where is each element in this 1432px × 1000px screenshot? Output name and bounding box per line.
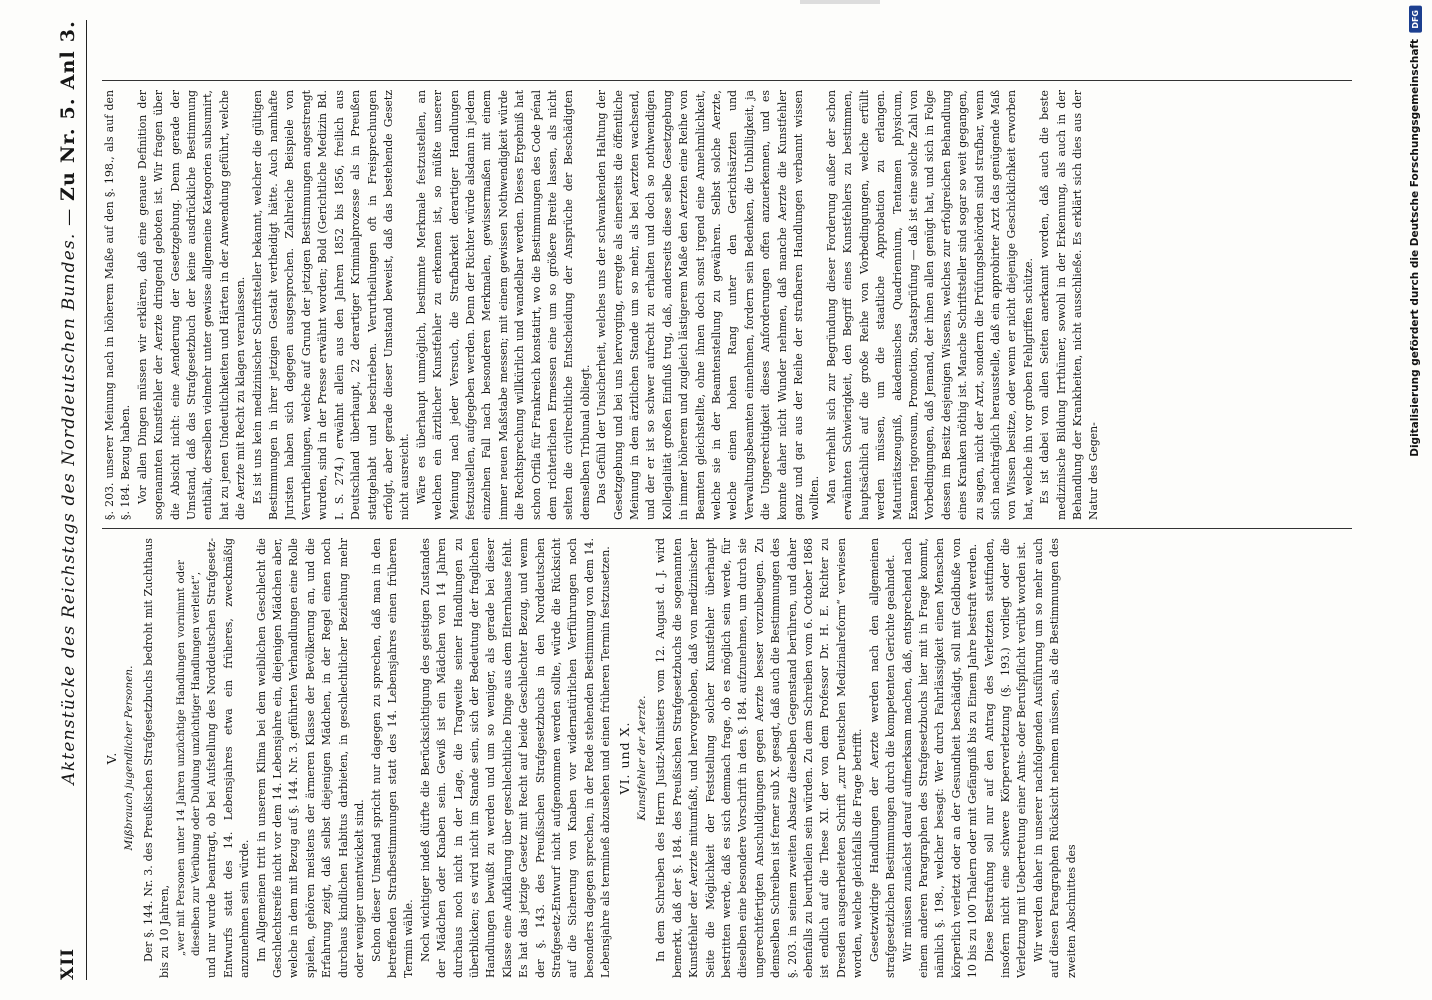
rotated-page bbox=[28, 12, 1400, 988]
paragraph: Vor allen Dingen müssen wir erklären, daß eine genaue Definition der sogenannten Kunstfehler der Aerzte dringend geboten ist. Wir fragen über die Absicht nicht: eine Aenderung der Gesetzgebung. Denn gerade der Umstand, daß das Strafgesetzbuch der keine ausdrückliche Bestimmung enthält, derselben vielmehr unter gewisse allgemeine Kategorien subsumirt, hat zu jenen Undeutlichkeiten und Härten in der Anwendung geführt, welche die Aerzte mit Recht zu klagen veranlassen. bbox=[135, 90, 248, 520]
paragraph: Es ist uns kein medizinischer Schriftsteller bekannt, welcher die gültigen Bestimmungen in ihrer jetzigen Gestalt vertheidigt hätte. Auch namhafte Juristen haben sich dagegen ausgesprochen. Zahlreiche Beispiele von Verurtheilungen, welche auf Grund der jetzigen Bestimmungen angestrengt wurden, sind in der Presse erwähnt worden; Bold (Gerichtliche Medizin Bd. I. S. 274.) erwähnt allein aus den Jahren 1852 bis 1856, freilich aus Deutschland überhaupt, 22 derartiger Kriminalprozesse als in Preußen stattgehabt und beschrieben. Verurtheilungen oft in Freisprechungen erfolgt, aber gerade dieser Umstand beweist, daß das bestehende Gesetz nicht ausreicht. bbox=[250, 90, 412, 520]
paragraph: §. 203. unserer Meinung nach in höherem Maße auf den §. 198., als auf den §. 184. Bezug haben. bbox=[103, 90, 133, 520]
right-column-blank bbox=[102, 0, 1352, 72]
paragraph: Es ist dabei von allen Seiten anerkannt worden, daß auch die beste medizinische Bildung Irrthümer, sowohl in der Erkennung, als auch in der Behandlung der Krankheiten, nicht ausschließe. Es erklärt sich dies aus der Natur des Gegen- bbox=[1038, 90, 1101, 520]
page-number: XII bbox=[58, 947, 78, 980]
column-divider bbox=[102, 80, 1352, 81]
column-divider bbox=[102, 528, 1352, 529]
paragraph: Im Allgemeinen tritt in unserem Klima bei dem weiblichen Geschlecht die Geschlechtsreife nicht vor dem 14. Lebensjahre ein, diejenigen Mädchen aber, welche in dem mit Bezug auf §. 144. Nr. 3. geführten Verhandlungen eine Rolle spielen, gehören meistens der ärmeren Klasse der Bevölkerung an, und die Erfahrung zeigt, daß selbst diejenigen Mädchen, in der Regel einen noch durchaus kindlichen Habitus darbieten, in geschlechtlicher Beziehung mehr oder weniger unentwickelt sind. bbox=[254, 538, 367, 978]
paragraph: Noch wichtiger indeß dürfte die Berücksichtigung des geistigen Zustandes der Mädchen oder Knaben sein. Gewiß ist ein Mädchen von 14 Jahren durchaus noch nicht in der Lage, die Tragweite seiner Handlungen zu überblicken; es wird nicht im Stande sein, sich der Bedeutung der fraglichen Handlungen bewußt zu werden und um so weniger, als gerade bei dieser Klasse eine Aufklärung über geschlechtliche Dinge aus dem Elternhause fehlt. Es hat das jetzige Gesetz mit Recht auf beide Geschlechter Bezug, und wenn der §. 143. des Preußischen Strafgesetzbuchs in den Norddeutschen Strafgesetz-Entwurf nicht aufgenommen werden sollte, würde die Rücksicht auf die Sicherung von Knaben vor widernatürlichen Verführungen noch besonders dagegen sprechen, in der Rede stehenden Bestimmung von dem 14. Lebensjahre als termineß abzusehen und einen früheren Termin festzusetzen. bbox=[418, 538, 613, 978]
quoted-statute: „wer mit Personen unter 14 Jahren unzüchtige Handlungen vornimmt oder dieselben zur Verübung oder Duldung unzüchtiger Handlungen verleitet“, bbox=[175, 560, 203, 956]
paragraph: Schon dieser Umstand spricht nur dagegen zu sprechen, daß man in den betreffenden Strafbestimmungen statt des 14. Lebensjahres einen früheren Termin wähle. bbox=[369, 538, 416, 978]
header-dash: — bbox=[59, 207, 79, 226]
paragraph: Diese Bestrafung soll nur auf den Antrag des Verletzten stattfinden, insofern nicht eine schwere Körperverletzung (§. 193.) vorliegt oder die Verletzung mit Uebertretung einer Amts- oder Berufspflicht verübt worden ist. bbox=[982, 538, 1029, 978]
paragraph: Wir werden daher in unserer nachfolgenden Ausführung um so mehr auch auf diesen Paragraphen Rücksicht nehmen müssen, als die Bestimmungen des zweiten Abschnittes des bbox=[1031, 538, 1078, 978]
section-heading-v: V. bbox=[104, 751, 119, 765]
section-subheading-vi-x: Kunstfehler der Aerzte. bbox=[636, 695, 648, 821]
paragraph: Der §. 144. Nr. 3. des Preußischen Strafgesetzbuchs bedroht mit Zuchthaus bis zu 10 Jahren, bbox=[141, 538, 172, 978]
paragraph: und nur wurde beantragt, ob bei Aufstellung des Norddeutschen Strafgesetz-Entwurfs statt des 14. Lebensjahres etwa ein früheres, zweckmäßig anzunehmen sein würde. bbox=[205, 538, 252, 978]
middle-column bbox=[102, 90, 1352, 520]
paragraph: Gesetzwidrige Handlungen der Aerzte werden nach den allgemeinen strafgesetzlichen Bestimmungen durch die kompetenten Gerichte geahndet. bbox=[867, 538, 898, 978]
dfg-logo-badge: DFG bbox=[1409, 6, 1422, 33]
paragraph: Das Gefühl der Unsicherheit, welches uns der schwankenden Haltung der Gesetzgebung und bei uns hervorging, erregte als einerseits die öffentliche Meinung in dem ärztlichen Stande um so mehr, als bei Aerzten wachsend, und der er ist so schwer aufrecht zu erhalten und doch so nothwendigen Kollegialität großen Einfluß trug, daß, anderseits diese selbe Gesetzgebung in immer höherem und zugleich lästigerem Maße den Aerzten eine Reihe von Beamten gleichstellte, ohne ihnen doch sonst irgend eine Annehmlichkeit, welche sie in der Beamtenstellung zu gewähren. Selbst solche Aerzte, welche einen hohen Rang unter den Gerichtsärzten und Verwaltungsbeamten einnehmen, fordern sein Bedenken, die Unbilligkeit, ja die Ungerechtigkeit dieses Anforderungen offen anzuerkennen, und es konnte daher nicht Wunder nehmen, daß manche Aerzte die Kunstfehler ganz und gar aus der Reihe der strafbaren Handlungen verbannt wissen wollten. bbox=[595, 90, 822, 520]
paragraph: Wir müssen zunächst darauf aufmerksam machen, daß, entsprechend nach einem anderen Paragraphen des Strafgesetzbuchs hier mit in Frage kommt, nämlich §. 198., welcher besagt: Wer durch Fahrlässigkeit einen Menschen körperlich verletzt oder an der Gesundheit beschädigt, soll mit Geldbuße von 10 bis zu 100 Thalern oder mit Gefängniß bis zu Einem Jahre bestraft werden. bbox=[900, 538, 980, 978]
page-header bbox=[50, 20, 87, 980]
section-subheading-v: Mißbrauch jugendlicher Personen. bbox=[123, 665, 136, 851]
paragraph: Man verhehlt sich zur Begründung dieser Forderung außer der schon erwähnten Schwierigkeit, den Begriff eines Kunstfehlers zu bestimmen, hauptsächlich auf die große Reihe von Vorbedingungen, welche erfüllt werden müssen, um die staatliche Approbation zu erlangen. Maturitätszeugniß, akademisches Quadriennium, Tentamen physicum, Examen rigorosum, Promotion, Staatsprüfung — daß ist eine solche Zahl von Vorbedingungen, daß Jemand, der ihnen allen genügt hat, und sich in Folge dessen im Besitz desjenigen Wissens, welches zur erfolgreichen Behandlung eines Kranken nöthig ist. Manche Schriftsteller sind sogar so weit gegangen, zu sagen, nicht der Arzt, sondern die Prüfungsbehörden sind strafbar, wenn sich nachträglich herausstelle, daß ein approbirter Arzt das genügende Maß von Wissen besitze, oder wenn er nicht diejenige Geschicklichkeit erworben hat, welche ihn vor groben Fehlgriffen schütze. bbox=[824, 90, 1035, 520]
digitization-credit: Digitalisierung gefördert durch die Deutsche Forschungsgemeinschaft bbox=[1409, 38, 1421, 457]
paragraph: In dem Schreiben des Herrn Justiz-Ministers vom 12. August d. J. wird bemerkt, daß der §. 184. des Preußischen Strafgesetzbuchs die sogenannten Kunstfehler der Aerzte mitumfaßt, und hervorgehoben, daß von medizinischer Seite die Möglichkeit der Feststellung solcher Kunstfehler überhaupt bestritten werde, daß es sich demnach frage, ob es möglich sein werde, für dieselben eine besondere Vorschrift in den §. 184. aufzunehmen, um durch sie ungerechtfertigten Anschuldigungen gegen Aerzte besser vorzubeugen. Zu demselben Schreiben ist ferner sub X. gesagt, daß auch die Bestimmungen des §. 203. in seinem zweiten Absatze dieselben Gegenstand berühren, und daher ebenfalls zu beurtheilen sein würden. Zu dem Schreiben vom 6. October 1868 ist endlich auf die These XI. der von dem Professor Dr. H. E. Richter zu Dresden ausgearbeiteten Schrift „zur Deutschen Medizinalreform“ verwiesen worden, welche gleichfalls die Frage betrifft. bbox=[654, 538, 865, 978]
document-reference: Zu Nr. 5. Anl 3. bbox=[57, 20, 79, 202]
running-title-text: Aktenstücke des Reichstags des Norddeutschen Bundes. bbox=[59, 232, 79, 785]
running-title bbox=[57, 20, 79, 785]
left-column bbox=[102, 538, 1352, 978]
section-heading-vi-x: VI. und X. bbox=[616, 721, 632, 795]
digitization-sidebar bbox=[1404, 6, 1426, 986]
paragraph: Wäre es überhaupt unmöglich, bestimmte Merkmale festzustellen, an welchen ein ärztlicher Kunstfehler zu erkennen ist, so müßte unserer Meinung nach jeder Versuch, die Strafbarkeit derartiger Handlungen festzustellen, aufgegeben werden. Denn der Richter würde alsdann in jedem einzelnen Fall nach besonderen Merkmalen, gewissermaßen mit einem immer neuen Maßstabe messen; mit einem gewissen Nothwendigkeit würde die Rechtsprechung willkürlich und wandelbar werden. Dieses Ergebniß hat schon Orfila für Frankreich konstatirt, wo die Bestimmungen des Code pénal dem richterlichen Ermessen eine um so größere Breite lassen, als nicht selten die civilrechtliche Entscheidung der Ansprüche der Beschädigten demselben Tribunal obliegt. bbox=[414, 90, 592, 520]
